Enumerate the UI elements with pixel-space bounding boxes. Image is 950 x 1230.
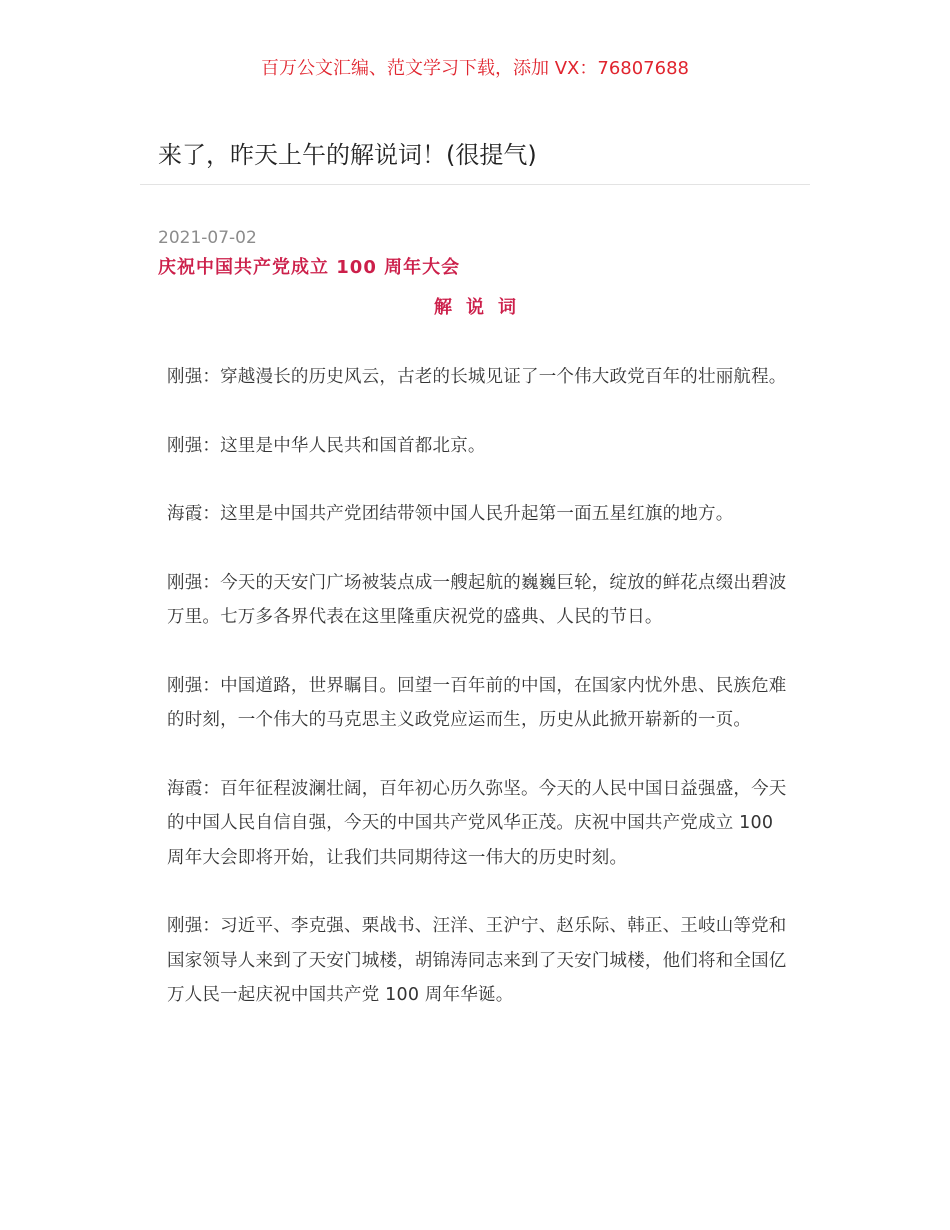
paragraph-1: 刚强：穿越漫长的历史风云，古老的长城见证了一个伟大政党百年的壮丽航程。: [167, 367, 787, 387]
paragraph-2: 刚强：这里是中华人民共和国首都北京。: [167, 435, 486, 456]
paragraph-4: 刚强：今天的天安门广场被装点成一艘起航的巍巍巨轮，绽放的鲜花点缀出碧波万里。七万多各界代表在这里隆重庆祝党的盛典、人民的节日。: [167, 572, 787, 627]
document-subtitle: 解说词: [434, 297, 530, 318]
article-body: [167, 360, 787, 1047]
publish-date: 2021-07-02: [158, 228, 257, 248]
event-title: 庆祝中国共产党成立 100 周年大会: [158, 257, 461, 278]
page-title: 来了，昨天上午的解说词！(很提气): [158, 141, 537, 169]
paragraph-5: 刚强：中国道路，世界瞩目。回望一百年前的中国，在国家内忧外患、民族危难的时刻，一个伟大的马克思主义政党应运而生，历史从此掀开崭新的一页。: [167, 675, 787, 730]
title-divider: [140, 184, 810, 185]
paragraph-7: 刚强：习近平、李克强、栗战书、汪洋、王沪宁、赵乐际、韩正、王岐山等党和国家领导人来到了天安门城楼，胡锦涛同志来到了天安门城楼，他们将和全国亿万人民一起庆祝中国共产党 100 周年华诞。: [167, 916, 787, 1005]
paragraph-6: 海霞：百年征程波澜壮阔，百年初心历久弥坚。今天的人民中国日益强盛，今天的中国人民自信自强，今天的中国共产党风华正茂。庆祝中国共产党成立 100 周年大会即将开始，让我们共同期待这一伟大的历史时刻。: [167, 778, 787, 868]
promo-banner: 百万公文汇编、范文学习下载，添加 VX：76807688: [261, 58, 689, 79]
paragraph-3: 海霞：这里是中国共产党团结带领中国人民升起第一面五星红旗的地方。: [167, 504, 734, 524]
